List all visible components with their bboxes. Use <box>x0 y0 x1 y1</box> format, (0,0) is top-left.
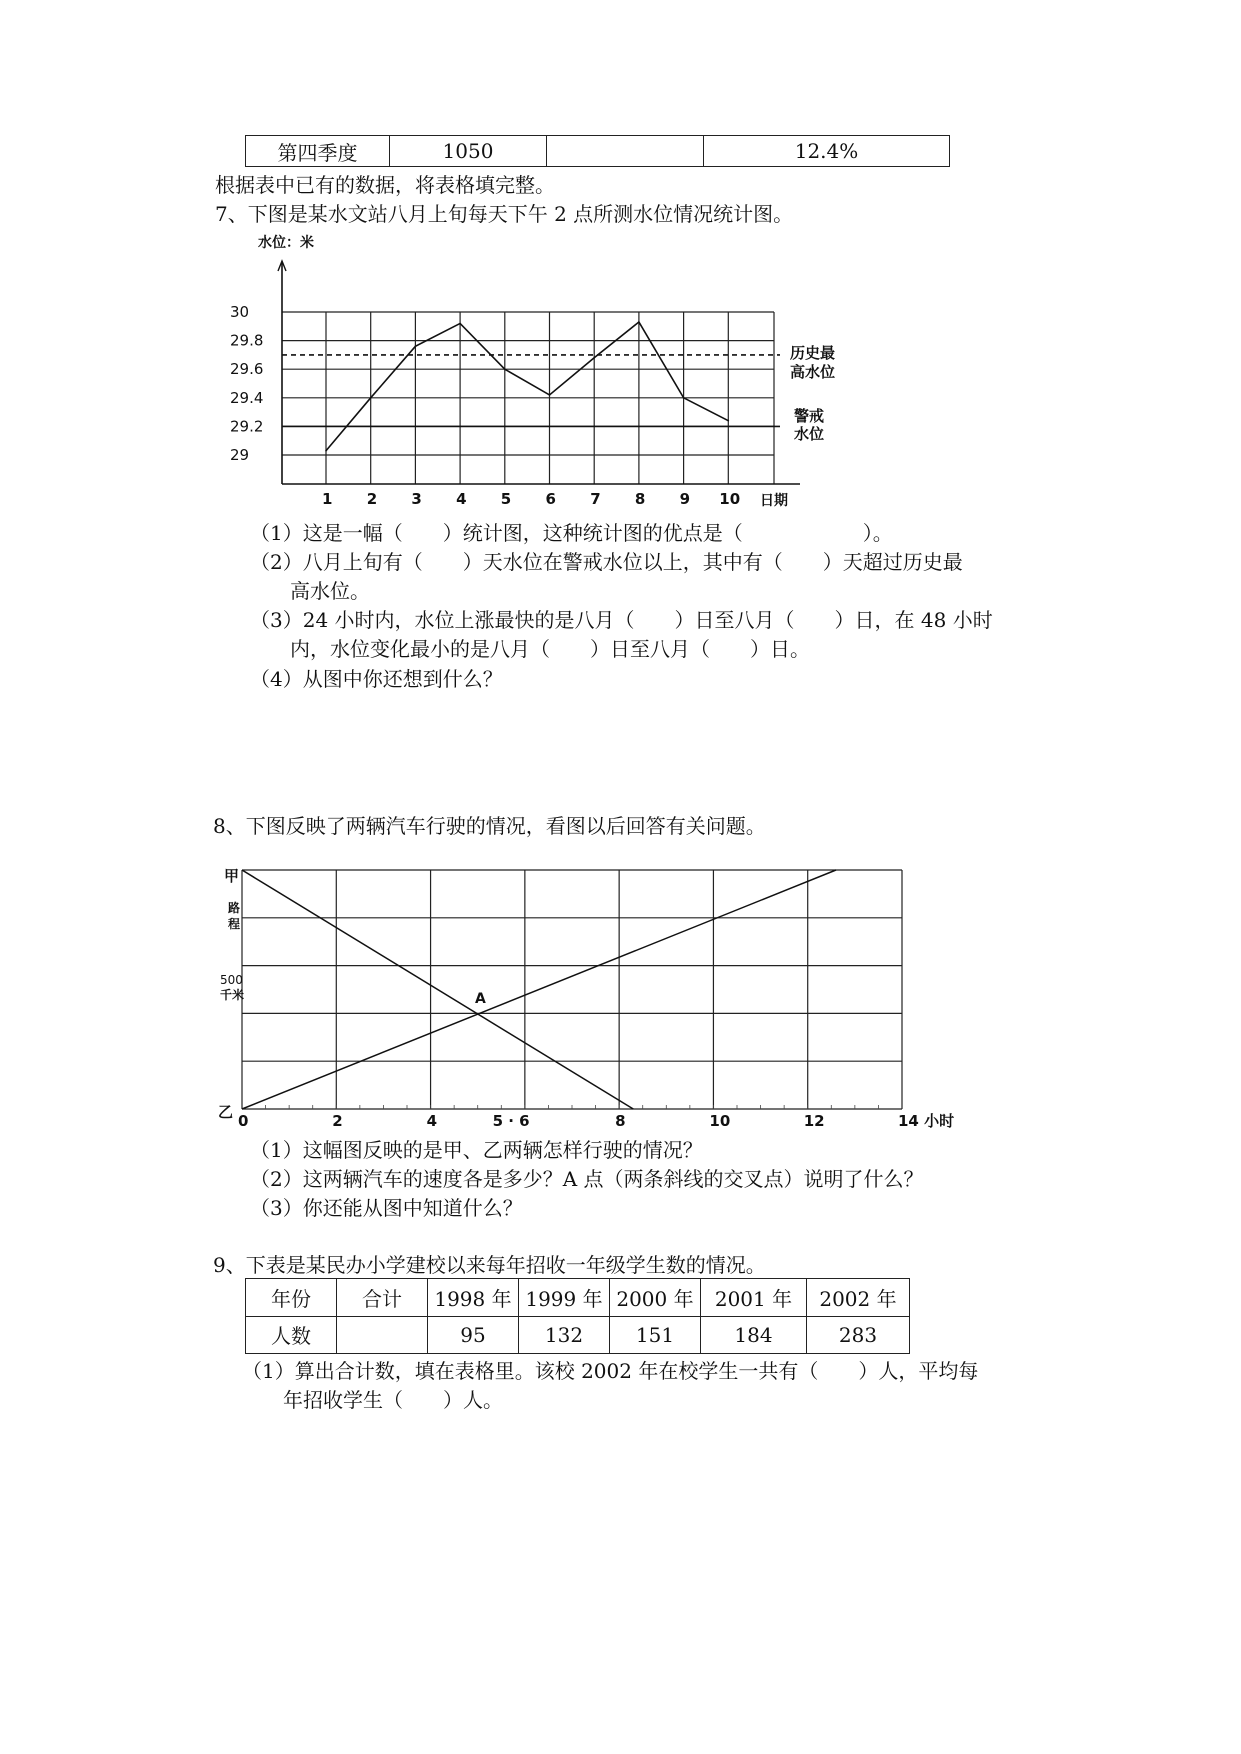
data-point <box>459 323 461 325</box>
travel-chart <box>210 855 970 1135</box>
x-tick-label: 7 <box>590 490 601 508</box>
q7-question-4: （4）从图中你还想到什么？ <box>250 667 503 691</box>
label-yi: 乙 <box>218 1103 234 1121</box>
table-row <box>246 1279 910 1317</box>
y-tick-label: 29.8 <box>230 331 264 350</box>
q8-question-1: （1）这幅图反映的是甲、乙两辆怎样行驶的情况？ <box>250 1138 703 1162</box>
top-table <box>245 135 950 167</box>
q8-title: 8、下图反映了两辆汽车行驶的情况，看图以后回答有关问题。 <box>213 814 766 838</box>
x-tick-label: 5 · 6 <box>492 1112 530 1130</box>
x-tick-label: 6 <box>545 490 556 508</box>
data-point <box>504 368 506 370</box>
data-point <box>728 420 730 422</box>
q8-question-3: （3）你还能从图中知道什么？ <box>250 1196 523 1220</box>
x-tick-label: 2 <box>366 490 378 508</box>
y-tick-label: 29.4 <box>230 388 264 407</box>
q9-question-1-cont: 年招收学生（ ）人。 <box>283 1388 503 1412</box>
water-level-chart <box>200 225 860 515</box>
table-row <box>246 136 950 167</box>
table-cell: 2001 年 <box>701 1279 807 1317</box>
q7-question-2-cont: 高水位。 <box>290 579 370 603</box>
q7-title: 7、下图是某水文站八月上旬每天下午 2 点所测水位情况统计图。 <box>215 202 794 226</box>
table-row <box>246 1316 910 1354</box>
x-tick-label: 4 <box>426 1112 438 1130</box>
data-point <box>415 346 417 348</box>
y-tick-label: 29 <box>230 446 250 464</box>
table-cell: 132 <box>519 1316 610 1354</box>
water-level-series <box>326 322 728 451</box>
table-cell: 1998 年 <box>428 1279 519 1317</box>
q6-instruction: 根据表中已有的数据，将表格填完整。 <box>215 173 555 197</box>
q9-question-1: （1）算出合计数，填在表格里。该校 2002 年在校学生一共有（ ）人，平均每 <box>242 1359 979 1383</box>
data-point <box>638 321 640 323</box>
q7-question-1: （1）这是一幅（ ）统计图，这种统计图的优点是（ ）。 <box>250 521 893 545</box>
table-cell: 151 <box>610 1316 701 1354</box>
x-tick-label: 5 <box>500 490 512 508</box>
x-axis-label: 日期 <box>760 493 788 509</box>
table-cell: 2002 年 <box>807 1279 910 1317</box>
data-point <box>593 357 595 359</box>
warning-label-2: 水位 <box>794 425 825 443</box>
label-qianmi: 千米 <box>220 988 245 1002</box>
data-point <box>370 397 372 399</box>
y-tick-label: 30 <box>230 303 250 321</box>
x-tick-label: 0 <box>238 1112 249 1130</box>
table-cell: 95 <box>428 1316 519 1354</box>
table-cell <box>547 136 704 167</box>
q7-question-2: （2）八月上旬有（ ）天水位在警戒水位以上，其中有（ ）天超过历史最 <box>250 550 963 574</box>
table-cell: 12.4% <box>704 136 950 167</box>
label-500: 500 <box>220 973 243 987</box>
data-point <box>683 397 685 399</box>
x-tick-label: 3 <box>411 490 422 508</box>
table-cell: 人数 <box>246 1316 337 1354</box>
x-tick-label: 4 <box>456 490 467 508</box>
table-cell: 年份 <box>246 1279 337 1317</box>
data-point <box>325 450 327 452</box>
q9-title: 9、下表是某民办小学建校以来每年招收一年级学生数的情况。 <box>213 1253 766 1277</box>
data-point <box>549 394 551 396</box>
history-label-1: 历史最 <box>790 344 836 362</box>
label-lucheng-1: 路 <box>228 901 241 915</box>
table-cell: 2000 年 <box>610 1279 701 1317</box>
table-cell: 合计 <box>337 1279 428 1317</box>
q7-question-3-cont: 内，水位变化最小的是八月（ ）日至八月（ ）日。 <box>290 637 810 661</box>
x-tick-label: 8 <box>634 490 646 508</box>
series-jia-line <box>242 870 633 1109</box>
series-yi-line <box>242 870 836 1109</box>
label-A: A <box>475 991 486 1007</box>
enrollment-table <box>245 1278 910 1354</box>
history-label-2: 高水位 <box>790 363 836 381</box>
table-cell: 第四季度 <box>246 136 390 167</box>
table-cell: 1999 年 <box>519 1279 610 1317</box>
label-jia: 甲 <box>224 867 240 885</box>
table-cell: 283 <box>807 1316 910 1354</box>
x-tick-label: 14 小时 <box>898 1112 955 1130</box>
y-tick-label: 29.2 <box>230 417 264 436</box>
table-cell: 1050 <box>390 136 547 167</box>
y-tick-label: 29.6 <box>230 360 264 379</box>
x-tick-label: 12 <box>803 1112 825 1130</box>
table-cell <box>337 1316 428 1354</box>
label-lucheng-2: 程 <box>228 917 241 931</box>
x-tick-label: 10 <box>709 1112 731 1130</box>
x-tick-label: 2 <box>332 1112 343 1130</box>
table-cell: 184 <box>701 1316 807 1354</box>
x-tick-label: 10 <box>719 490 741 508</box>
warning-label-1: 警戒 <box>794 407 825 425</box>
x-tick-label: 8 <box>615 1112 626 1130</box>
q8-question-2: （2）这两辆汽车的速度各是多少？A 点（两条斜线的交叉点）说明了什么？ <box>250 1167 924 1191</box>
q7-question-3: （3）24 小时内，水位上涨最快的是八月（ ）日至八月（ ）日，在 48 小时 <box>250 608 993 632</box>
x-tick-label: 9 <box>679 490 691 508</box>
x-tick-label: 1 <box>322 490 333 508</box>
y-axis-label: 水位：米 <box>258 235 314 251</box>
